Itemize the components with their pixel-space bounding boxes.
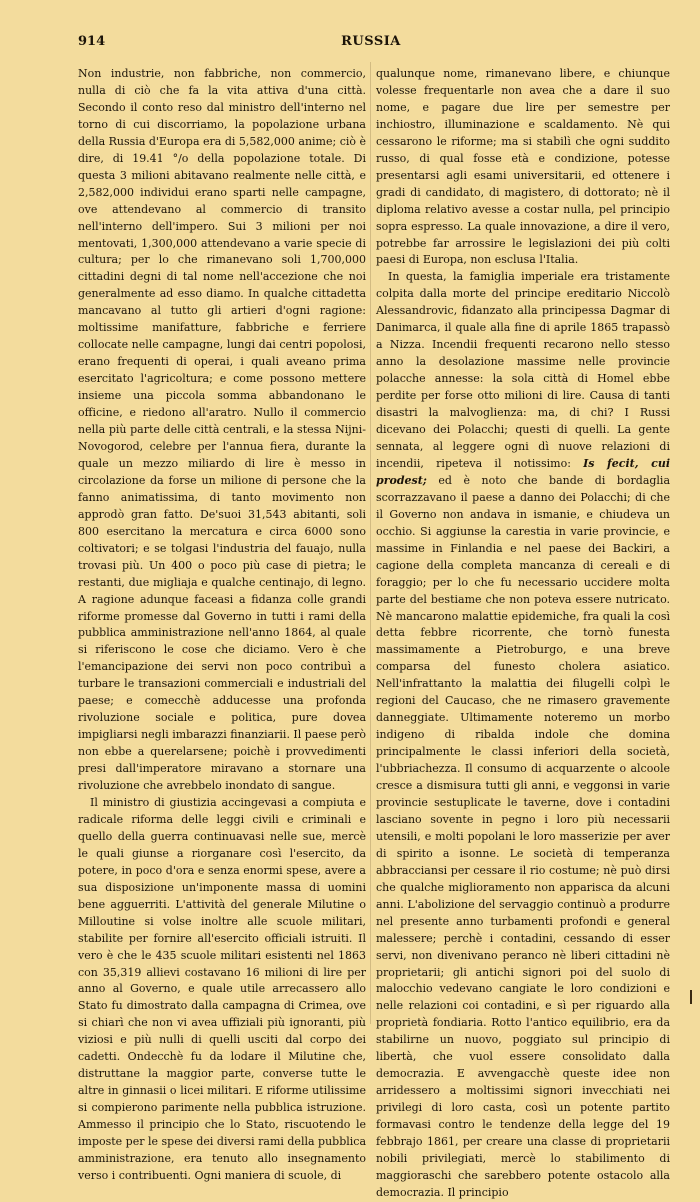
page-number: 914 xyxy=(78,34,106,49)
column-gutter xyxy=(370,62,371,1024)
paragraph xyxy=(376,269,670,1201)
page-header xyxy=(78,34,664,54)
paragraph-text: In questa, la famiglia imperiale era tristamente colpita dalla morte del principe ereditario Niccolò Alessandrovic, fidanzato alla principessa Dagmar di Danimarca, il quale alla fine di aprile 1865 trapassò a Nizza. Incendii frequenti recarono nello stesso anno la desolazione massime nelle provincie polacche annesse: la sola città di Homel ebbe perdite per forse otto milioni di lire. Causa di tanti disastri la malvoglienza: ma, di chi? I Russi dicevano dei Polacchi; questi di quelli. La gente sennata, al leggere ogni dì nuove relazioni di incendii, ripeteva il notissimo: xyxy=(376,270,670,470)
left-column xyxy=(78,66,366,1182)
paragraph: Non industrie, non fabbriche, non commercio, nulla di ciò che fa la vita attiva d'una città. Secondo il conto reso dal ministro dell'interno nel torno di cui discorriamo, la popolazione urbana della Russia d'Europa era di 5,582,000 anime; ciò è dire, di 19.41 °/o della popolazione totale. Di questa 3 milioni abitavano realmente nelle città, e 2,582,000 individui erano sparti nelle campagne, ove attendevano al commercio di transito nell'interno dell'impero. Sui 3 milioni per noi mentovati, 1,300,000 attendevano a varie specie di cultura; per lo che rimanevano soli 1,700,000 cittadini degni di tal nome nell'accezione che noi generalmente ad esso diamo. In qualche cittadetta mancavano al tutto gli artieri d'ogni ragione: moltissime manifatture, fabbriche e ferriere collocate nelle campagne, lungi dai centri popolosi, erano frequenti di operai, i quali aveano prima esercitato l'agricoltura; e come possono mettere insieme una piccola somma abbandonano le officine, e riedono all'aratro. Nullo il commercio nella più parte delle città centrali, e la stessa Nijni-Novogorod, celebre per l'annua fiera, durante la quale un mezzo miliardo di lire è messo in circolazione da forse un milione di persone che la fanno animatissima, di tanto movimento non approdò gran fatto. De'suoi 31,543 abitanti, soli 800 esercitano la mercatura e circa 6000 sono coltivatori; e se tolgasi l'industria del fauajo, nulla trovasi più. Un 400 o poco più case di pietra; le restanti, due migliaja e qualche centinajo, di legno. A ragione adunque faceasi a fidanza colle grandi riforme promesse dal Governo in tutti i rami della pubblica amministrazione nell'anno 1864, al quale si riferiscono le cose che diciamo. Vero è che l'emancipazione dei servi non poco contribuì a turbare le transazioni commerciali e industriali del paese; e comecchè adducesse una profonda rivoluzione sociale e politica, pure dovea impigliarsi negli imbarazzi finanziarii. Il paese però non ebbe a querelarsene; poichè i provvedimenti presi dall'imperatore miravano a stornare una rivoluzione che avrebbelo inondato di sangue. xyxy=(78,67,366,793)
paragraph: Il ministro di giustizia accingevasi a compiuta e radicale riforma delle leggi civili e criminali e quello della guerra continuavasi nelle sue, mercè le quali giunse a riorganare così l'esercito, da potere, in poco d'ora e senza enormi spese, avere a sua disposizione un'imponente massa di uomini bene agguerriti. L'attività del generale Milutine o Milloutine si volse inoltre alle scuole militari, stabilite per fornire all'esercito officiali istruiti. Il vero è che le 435 scuole militari esistenti nel 1863 con 35,319 allievi costavano 16 milioni di lire per anno al Governo, e quale utile arrecassero allo Stato fu dimostrato dalla campagna di Crimea, ove si chiarì che non vi avea uffiziali più ignoranti, più viziosi e più nulli di quelli usciti dal corpo dei cadetti. Ondecchè fu da lodare il Milutine che, distruttane la maggior parte, converse tutte le altre in ginnasii o licei militari. E riforme utilissime si compierono parimente nella pubblica istruzione. Ammesso il principio che lo Stato, riscuotendo le imposte per le spese dei diversi rami della pubblica amministrazione, era tenuto allo insegnamento verso i contribuenti. Ogni maniera di scuole, di xyxy=(78,795,366,1182)
right-column xyxy=(376,66,671,1199)
paragraph: qualunque nome, rimanevano libere, e chiunque volesse frequentarle non avea che a dare il suo nome, e pagare due lire per semestre per inchiostro, illuminazione e scaldamento. Nè qui cessarono le riforme; ma si stabilì che ogni suddito russo, di qual fosse età e condizione, potesse presentarsi agli esami universitarii, ed ottenere i gradi di candidato, di magistero, di dottorato; nè il diploma relativo avesse a costar nulla, pel principio sopra espresso. La quale innovazione, a dire il vero, potrebbe far arrossire le legislazioni dei più colti paesi di Europa, non esclusa l'Italia. xyxy=(376,67,670,267)
running-title: RUSSIA xyxy=(341,34,401,49)
paragraph-text: ed è noto che bande di bordaglia scorrazzavano il paese a danno dei Polacchi; di che il Governo non andava in ismanie, e chiudeva un occhio. Si aggiunse la carestia in varie provincie, e massime in Finlandia e nel paese dei Backiri, a cagione della completa mancanza di cereali e di foraggio; per lo che fu necessario uccidere molta parte del bestiame che non poteva essere nutricato. Nè mancarono malattie epidemiche, fra quali la così detta febbre ricorrente, che tornò funesta massimamente a Pietroburgo, e una breve comparsa del funesto cholera asiatico. Nell'infrattanto la malattia dei filugelli colpì le regioni del Caucaso, che ne rimasero gravemente danneggiate. Ultimamente noteremo un morbo indigeno di ribalda indole che domina principalmente le classi inferiori della società, l'ubbriachezza. Il consumo di acquarzente o alcoole cresce a dismisura tutti gli anni, e veggonsi in varie provincie sestuplicate le taverne, dove i contadini lasciano sovente in pegno i loro più necessarii utensili, e molti popolani le loro masserizie per aver di spirito a isonne. Le società di temperanza abbracciansi per cessare il rio costume; nè può dirsi che qualche miglioramento non apparisca da alcuni anni. L'abolizione del servaggio continuò a produrre nel presente anno turbamenti profondi e general malessere; perchè i contadini, cessando di esser servi, non divenivano peranco nè liberi cittadini nè proprietarii; gli antichi signori poi del suolo di malocchio vedevano cangiate le loro condizioni e nelle relazioni coi contadini, e sì per riguardo alla proprietà fondiaria. Rotto l'antico equilibrio, era da stabilirne un nuovo, poggiato sul principio di libertà, che vuol essere consolidato dalla democrazia. E avvengacchè queste idee non arridessero a moltissimi signori invecchiati nei privilegi di loro casta, così un potente partito formavasi contro le tendenze della legge del 19 febbrajo 1861, per creare una classe di proprietarii nobili privilegiati, mercè lo stabilimento di maggioraschi che sarebbero potente ostacolo alla democrazia. Il principio xyxy=(376,473,671,1199)
latin-quote: Is fecit, cui prodest; xyxy=(376,456,670,487)
page-edge-mark xyxy=(690,990,692,1004)
